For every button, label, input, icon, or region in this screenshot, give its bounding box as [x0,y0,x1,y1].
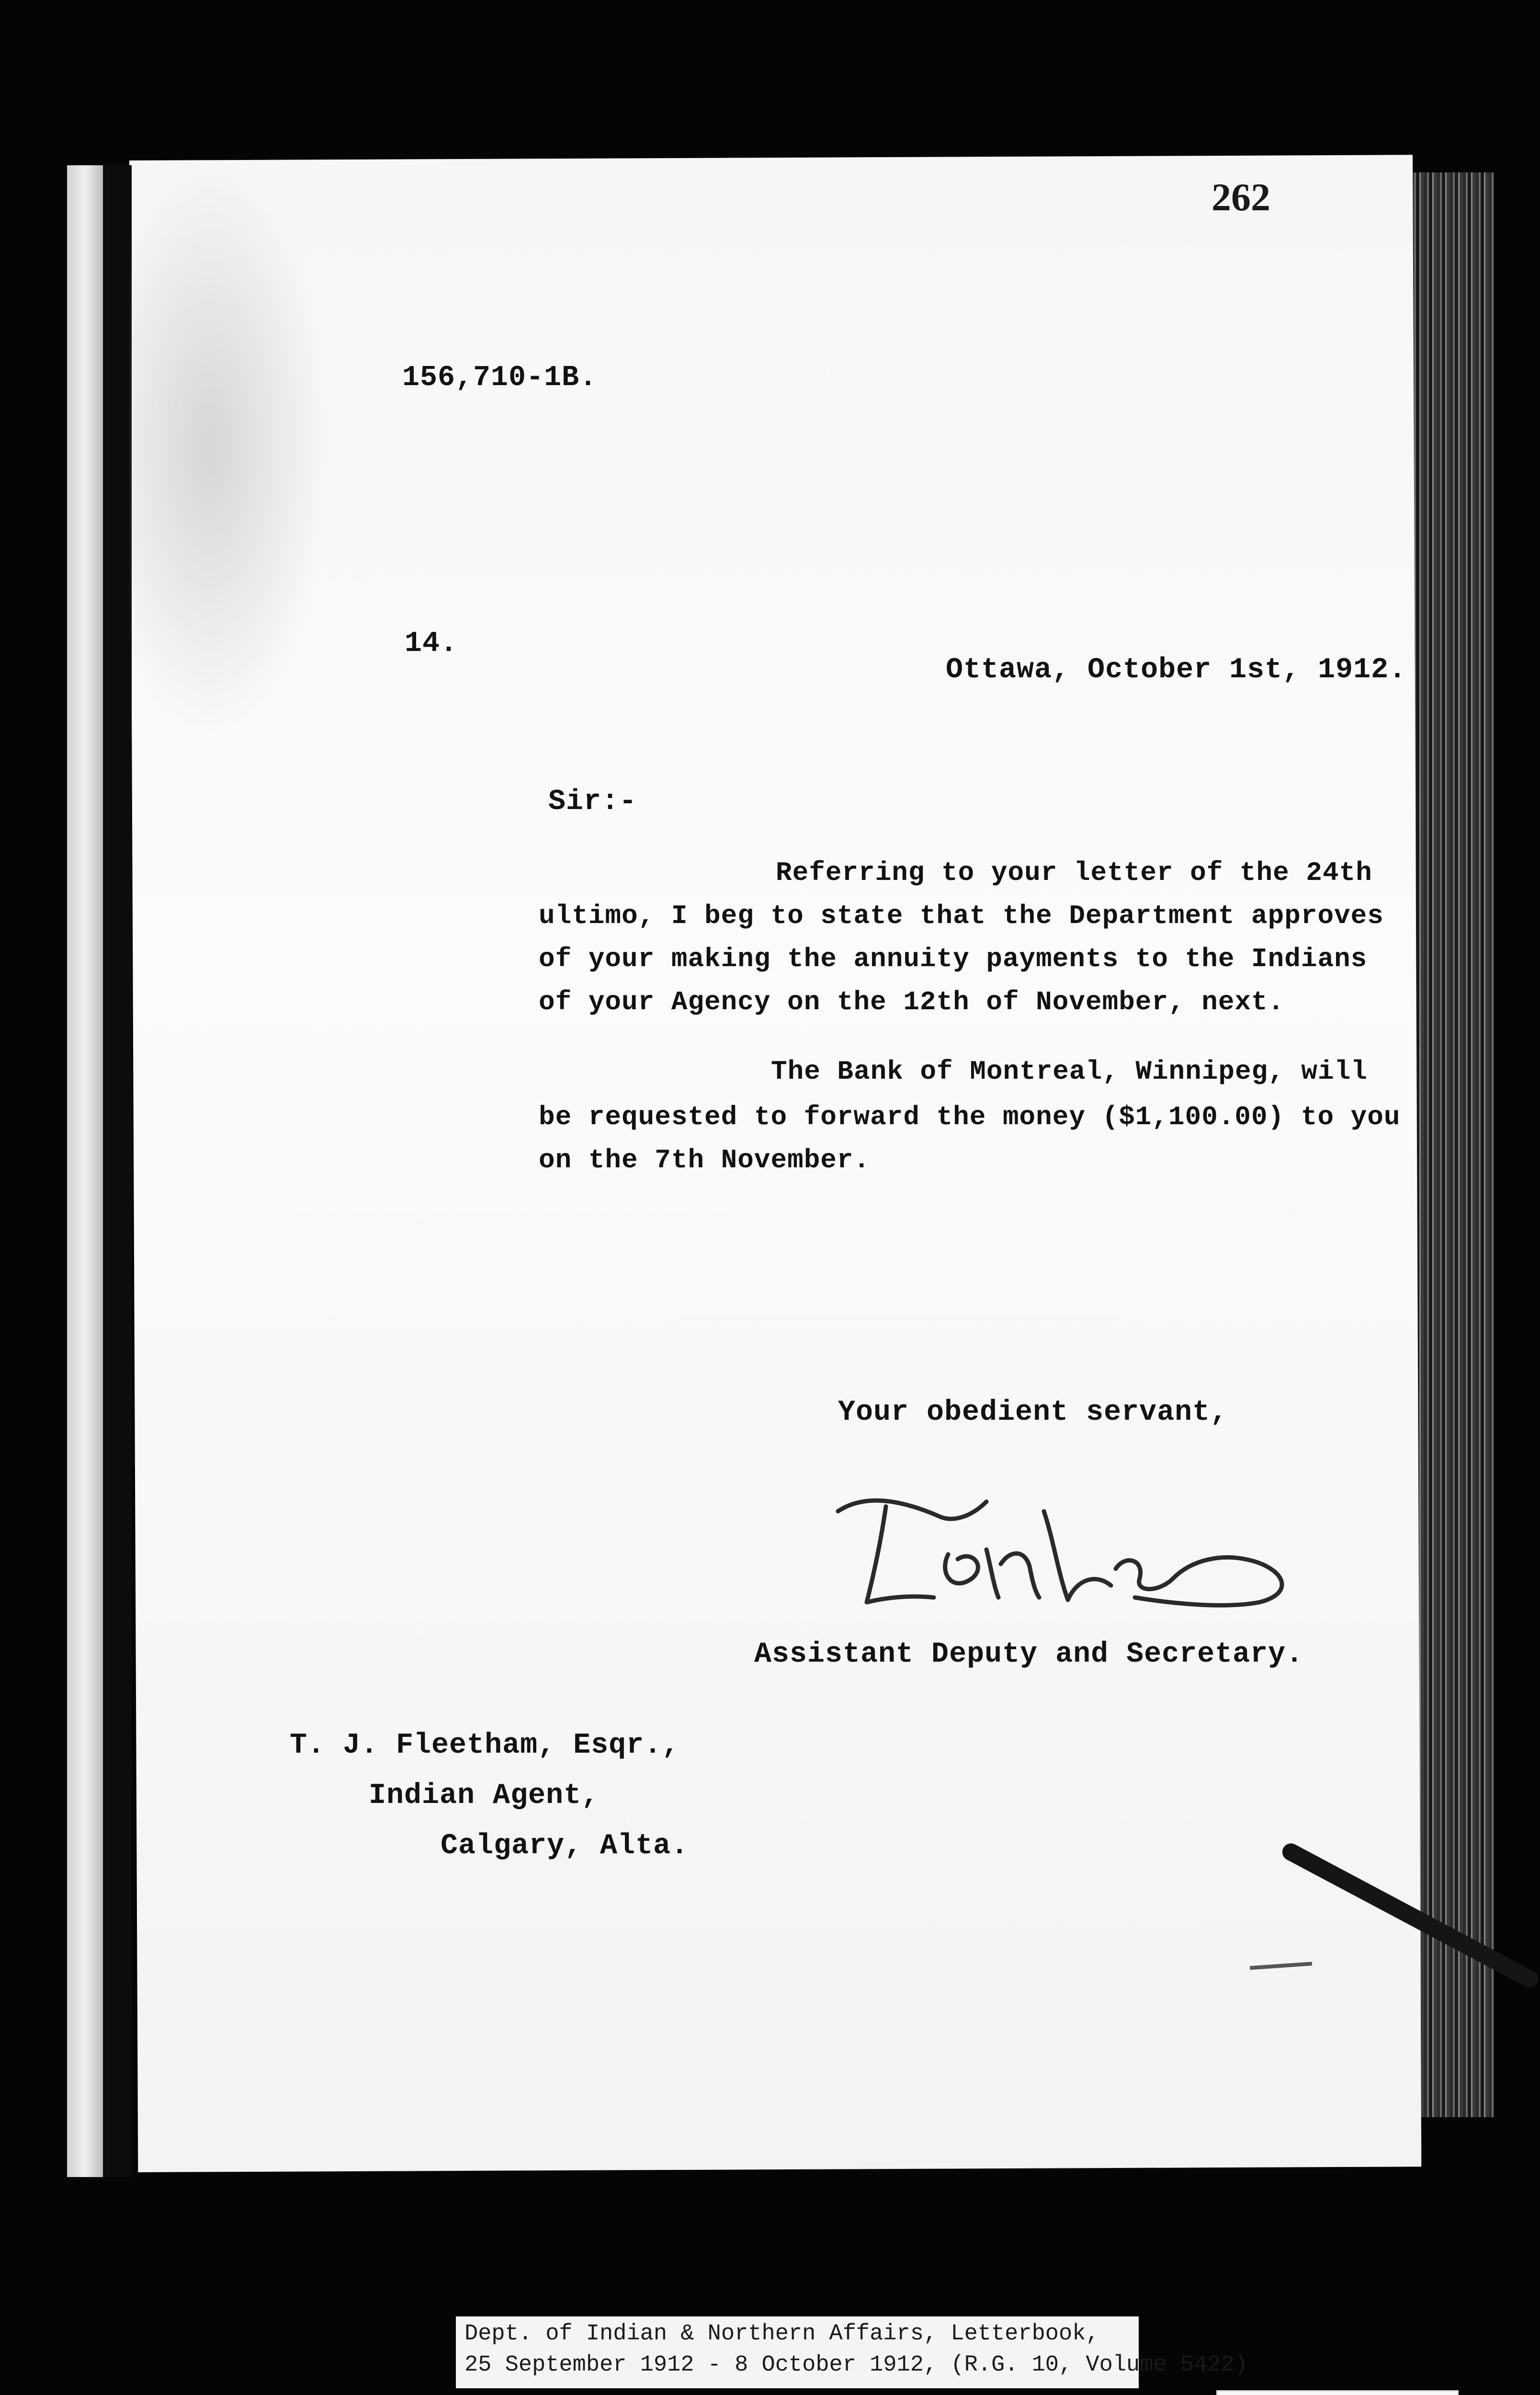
reference-label-line1: Dept. of Indian & Northern Affairs, Letterbook, [464,2321,1099,2347]
handwritten-signature [828,1483,1307,1626]
reference-label-line2: 25 September 1912 - 8 October 1912, (R.G. 10, Volume 5422) [464,2352,1248,2378]
letter-body-line: Referring to your letter of the 24th [776,857,1372,888]
signatory-title: Assistant Deputy and Secretary. [754,1638,1304,1671]
poor-copy-note [1216,2390,1459,2395]
addressee-location: Calgary, Alta. [441,1830,689,1862]
addressee-position: Indian Agent, [369,1779,600,1812]
letter-body-line: be requested to forward the money ($1,100.00) to you [539,1102,1401,1132]
letter-number: 14. [405,627,458,660]
book-binding-left [67,165,103,2177]
book-gutter [103,165,132,2177]
letter-closing: Your obedient servant, [838,1396,1228,1429]
salutation: Sir:- [548,786,637,818]
letter-body-line: of your Agency on the 12th of November, next. [539,987,1285,1017]
date-line: Ottawa, October 1st, 1912. [946,654,1407,686]
letter-body-line: on the 7th November. [539,1145,871,1175]
page-number: 262 [1212,175,1270,219]
letter-body-line: of your making the annuity payments to the Indians [539,944,1368,974]
addressee-name: T. J. Fleetham, Esqr., [290,1729,680,1762]
reference-label [456,2316,1248,2388]
letter-body-line: ultimo, I beg to state that the Department approves [539,901,1384,931]
file-reference: 156,710-1B. [402,362,598,394]
page-stain [129,160,330,735]
letter-body-line: The Bank of Montreal, Winnipeg, will [771,1056,1368,1087]
